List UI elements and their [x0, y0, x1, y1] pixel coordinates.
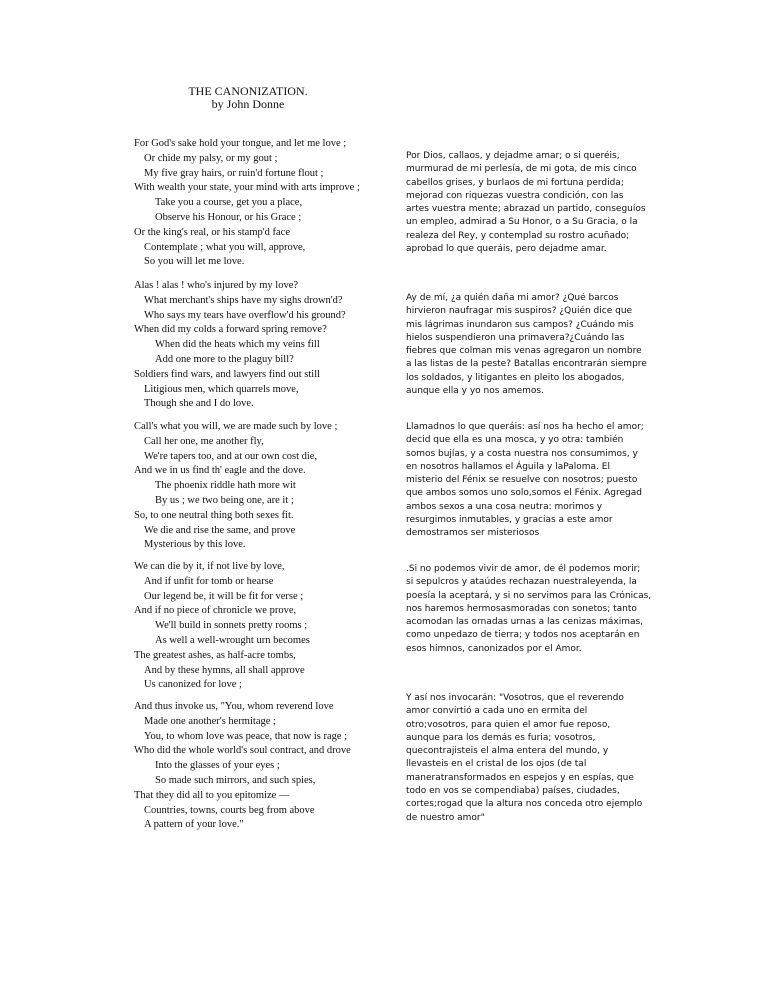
translation-line: maneratransformados en espejos y en espías, que	[406, 772, 634, 783]
poem-header	[120, 85, 376, 111]
translation-line: aunque ella y yo nos amemos.	[406, 386, 544, 397]
translation-line: demostramos ser misteriosos	[406, 528, 540, 539]
poem-stanza	[134, 420, 384, 553]
translation-line: artes vuestra mente; abrazad un partido, conseguíos	[406, 204, 646, 215]
translation-line: mis lágrimas inundaron sus campos? ¿Cuándo mis	[406, 319, 634, 330]
poem-line: Take you a course, get you a place,	[155, 197, 303, 209]
translation-line: quecontrajisteis el alma entera del mundo, y	[406, 746, 609, 757]
translation-line: poesía la aceptará, y si no servimos para las Crónicas,	[406, 590, 652, 601]
poem-line: For God's sake hold your tongue, and let me love ;	[134, 138, 347, 149]
poem-line: With wealth your state, your mind with arts improve ;	[134, 182, 360, 194]
poem-line: A pattern of your love."	[144, 819, 244, 831]
poem-line: We'll build in sonnets pretty rooms ;	[155, 620, 308, 632]
translation-line: decid que ella es una mosca, y yo otra: también	[406, 435, 624, 446]
poem-line: Soldiers find wars, and lawyers find out still	[134, 368, 321, 380]
poem-line: And if no piece of chronicle we prove,	[134, 605, 297, 617]
poem-line: Observe his Honour, or his Grace ;	[155, 211, 302, 223]
translation-line: Ay de mí, ¿a quién daña mi amor? ¿Qué barcos	[406, 293, 619, 303]
poem-line: That they did all to you epitomize —	[134, 789, 290, 801]
poem-stanza	[134, 279, 384, 412]
translation-line: Por Dios, callaos, y dejadme amar; o si queréis,	[406, 151, 620, 161]
poem-stanza	[134, 137, 384, 270]
translation-line: aunque para los demás es furia; vosotros,	[406, 732, 596, 743]
poem-line: The phoenix riddle hath more wit	[155, 480, 296, 492]
poem-line: Who did the whole world's soul contract, and drove	[134, 745, 351, 757]
translation-paragraph	[406, 292, 647, 398]
poem-line: Call's what you will, we are made such by love ;	[134, 421, 338, 432]
poem-line: And if unfit for tomb or hearse	[144, 575, 274, 587]
translation-line: todo en vos se compendiaba) países, ciudades,	[406, 786, 620, 797]
poem-line: Add one more to the plaguy bill?	[155, 353, 294, 365]
poem-line: By us ; we two being one, are it ;	[155, 494, 294, 506]
translation-line: resurgimos inmutables, y gracias a este amor	[406, 515, 613, 526]
poem-line: Litigious men, which quarrels move,	[144, 383, 299, 395]
poem-line: Mysterious by this love.	[144, 539, 246, 551]
poem-line: The greatest ashes, as half-acre tombs,	[134, 649, 296, 661]
poem-line: We're tapers too, and at our own cost die,	[144, 450, 318, 462]
poem-line: What merchant's ships have my sighs drown'd?	[144, 294, 343, 306]
poem-line: So made such mirrors, and such spies,	[155, 774, 316, 786]
translation-paragraph	[406, 150, 646, 256]
poem-line: Us canonized for love ;	[144, 679, 242, 691]
translation-line: que ambos somos uno solo,somos el Fénix. Agregad	[406, 488, 642, 499]
translation-paragraph	[406, 692, 643, 825]
poem-byline: by John Donne	[211, 97, 285, 111]
translation-line: murmurad de mi perlesía, de mi gota, de mis cinco	[406, 164, 637, 175]
translation-line: somos bujías, y a costa nuestra nos consumimos, y	[406, 448, 638, 459]
translation-line: .Si no podemos vivir de amor, de él podemos morir;	[406, 564, 641, 574]
poem-line: We die and rise the same, and prove	[144, 524, 296, 536]
poem-line: Made one another's hermitage ;	[144, 715, 276, 727]
translation-line: misterio del Fénix se resuelve con nosotros; puesto	[406, 475, 638, 486]
poem-stanza	[134, 560, 384, 693]
translation-line: de nuestro amor"	[406, 812, 485, 823]
poem-line: Alas ! alas ! who's injured by my love?	[134, 280, 299, 291]
translation-line: llevasteis en el cristal de los ojos (de tal	[406, 759, 587, 770]
translation-line: realeza del Rey, y contemplad su rostro acuñado;	[406, 230, 630, 241]
translation-line: a las listas de la peste? Batallas encontrarán siempre	[406, 359, 647, 370]
translation-line: mejorad con riquezas vuestra condición, con las	[406, 190, 624, 201]
translation-line: en nosotros hallamos el Águila y laPaloma. El	[406, 461, 610, 472]
poem-stanza	[134, 700, 384, 833]
translation-line: si sepulcros y ataúdes rechazan nuestraleyenda, la	[406, 577, 637, 588]
translation-line: amor convirtió a cada uno en ermita del	[406, 706, 588, 717]
poem-line: And thus invoke us, "You, whom reverend love	[134, 701, 334, 712]
translation-paragraph	[406, 563, 652, 656]
poem-line: Though she and I do love.	[144, 398, 254, 410]
translation-line: un empleo, admirad a Su Honor, o a Su Gracia, o la	[406, 217, 638, 228]
translation-line: como unpedazo de tierra; y todos nos aceptarán en	[406, 630, 640, 641]
poem-line: Or chide my palsy, or my gout ;	[144, 152, 278, 164]
translation-line: nos haremos hermosasmoradas con sonetos; tanto	[406, 603, 637, 614]
translation-line: cortes;rogad que la altura nos conceda otro ejemplo	[406, 799, 643, 810]
poem-line: So, to one neutral thing both sexes fit.	[134, 509, 294, 521]
poem-line: Who says my tears have overflow'd his ground?	[144, 309, 346, 321]
translation-line: aprobad lo que queráis, pero dejadme amar.	[406, 244, 607, 255]
poem-line: Call her one, me another fly,	[144, 435, 264, 447]
poem-line: Our legend be, it will be fit for verse ;	[144, 590, 304, 602]
poem-line: You, to whom love was peace, that now is rage ;	[144, 730, 348, 742]
translation-line: hirvieron naufragar mis suspiros? ¿Quién dice que	[406, 306, 633, 317]
translation-line: fiebres que colman mis venas agregaron un nombre	[406, 346, 642, 357]
poem-line: And by these hymns, all shall approve	[144, 664, 305, 676]
poem-line: When did the heats which my veins fill	[155, 339, 320, 351]
poem-line: When did my colds a forward spring remove?	[134, 324, 327, 336]
poem-line: So you will let me love.	[144, 256, 245, 268]
translation-line: cabellos grises, y burlaos de mi fortuna perdida;	[406, 177, 624, 188]
translation-line: acomodan las ornadas urnas a las cenizas máximas,	[406, 617, 644, 628]
poem-line: We can die by it, if not live by love,	[134, 561, 285, 572]
poem-line: As well a well-wrought urn becomes	[155, 634, 310, 646]
poem-line: Into the glasses of your eyes ;	[155, 760, 280, 772]
translation-paragraph	[406, 421, 644, 541]
poem-line: My five gray hairs, or ruin'd fortune flout ;	[144, 167, 324, 179]
poem-title: THE CANONIZATION.	[188, 84, 308, 98]
translation-line: otro;vosotros, para quien el amor fue reposo,	[406, 719, 611, 730]
poem-line: Contemplate ; what you will, approve,	[144, 241, 306, 253]
poem-line: And we in us find th' eagle and the dove.	[134, 465, 306, 477]
translation-line: ambos sexos a una cosa neutra: morimos y	[406, 501, 603, 512]
poem-line: Or the king's real, or his stamp'd face	[134, 226, 290, 238]
translation-line: Llamadnos lo que queráis: así nos ha hecho el amor;	[406, 422, 644, 432]
poem-line: Countries, towns, courts beg from above	[144, 804, 315, 816]
translation-line: Y así nos invocarán: "Vosotros, que el reverendo	[406, 693, 624, 703]
translation-line: hielos suspendieron una primavera?¿Cuándo las	[406, 332, 625, 343]
translation-line: esos himnos, canonizados por el Amor.	[406, 643, 582, 654]
translation-line: los soldados, y litigantes en pleito los abogados,	[406, 372, 625, 383]
